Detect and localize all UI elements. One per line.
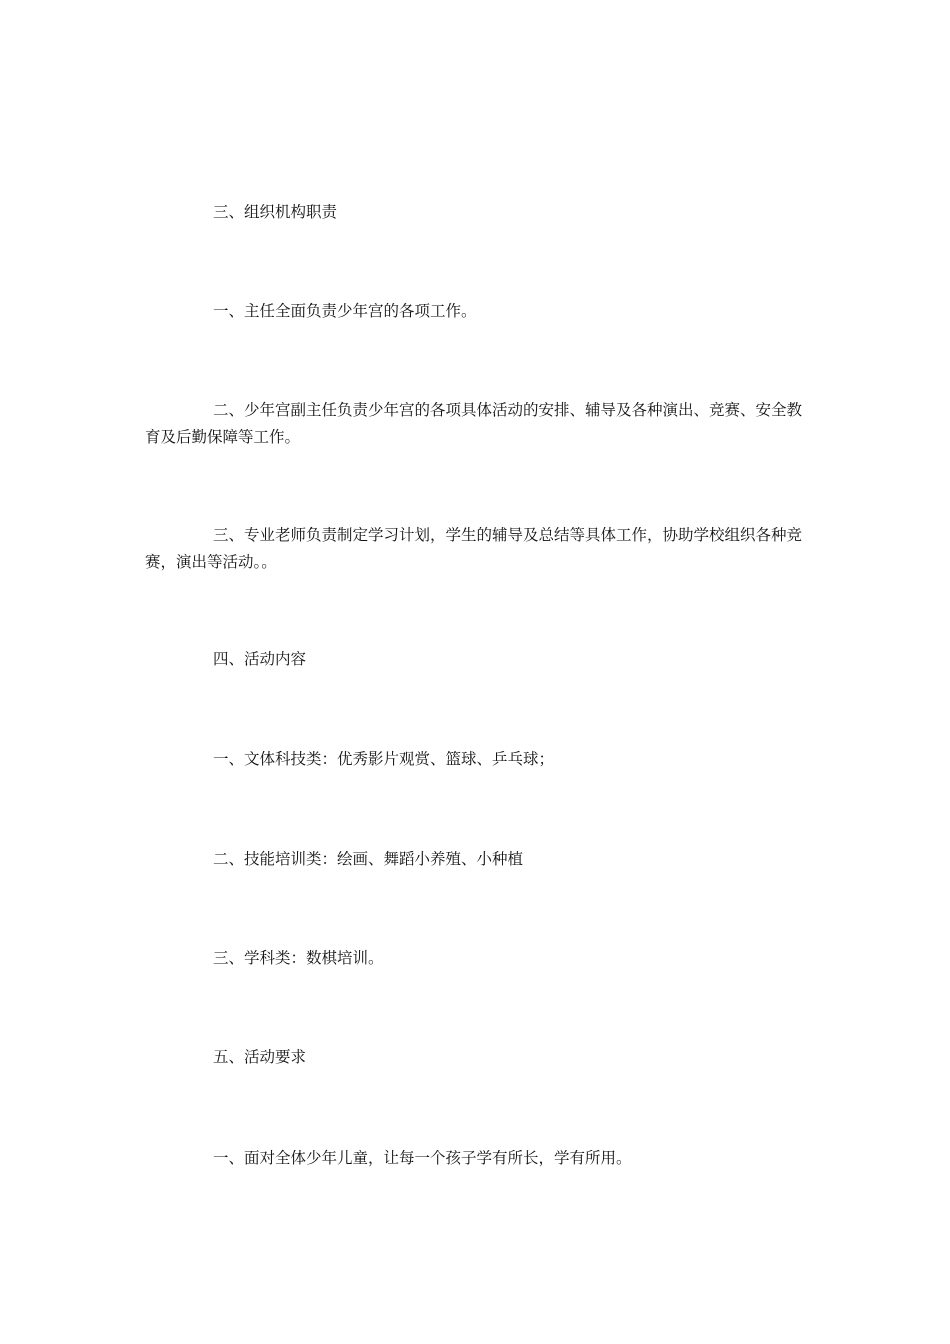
paragraph-skill-training: 二、技能培训类：绘画、舞蹈小养殖、小种植 xyxy=(213,850,524,868)
paragraph-subject-class: 三、学科类：数棋培训。 xyxy=(213,949,384,967)
section-heading-activity-content: 四、活动内容 xyxy=(213,650,307,668)
paragraph-culture-sports-tech: 一、文体科技类：优秀影片观赏、篮球、乒乓球； xyxy=(213,750,555,768)
paragraph-all-children: 一、面对全体少年儿童，让每一个孩子学有所长，学有所用。 xyxy=(213,1149,632,1167)
paragraph-director-duty: 一、主任全面负责少年宫的各项工作。 xyxy=(213,302,477,320)
paragraph-teacher-duty: 三、专业老师负责制定学习计划，学生的辅导及总结等具体工作，协助学校组织各种竞赛，演出等活动。。 xyxy=(145,526,803,571)
section-heading-activity-requirements: 五、活动要求 xyxy=(213,1048,307,1066)
paragraph-deputy-director-duty: 二、少年宫副主任负责少年宫的各项具体活动的安排、辅导及各种演出、竞赛、安全教育及后勤保障等工作。 xyxy=(145,401,803,446)
section-heading-organization-duties: 三、组织机构职责 xyxy=(213,203,338,221)
